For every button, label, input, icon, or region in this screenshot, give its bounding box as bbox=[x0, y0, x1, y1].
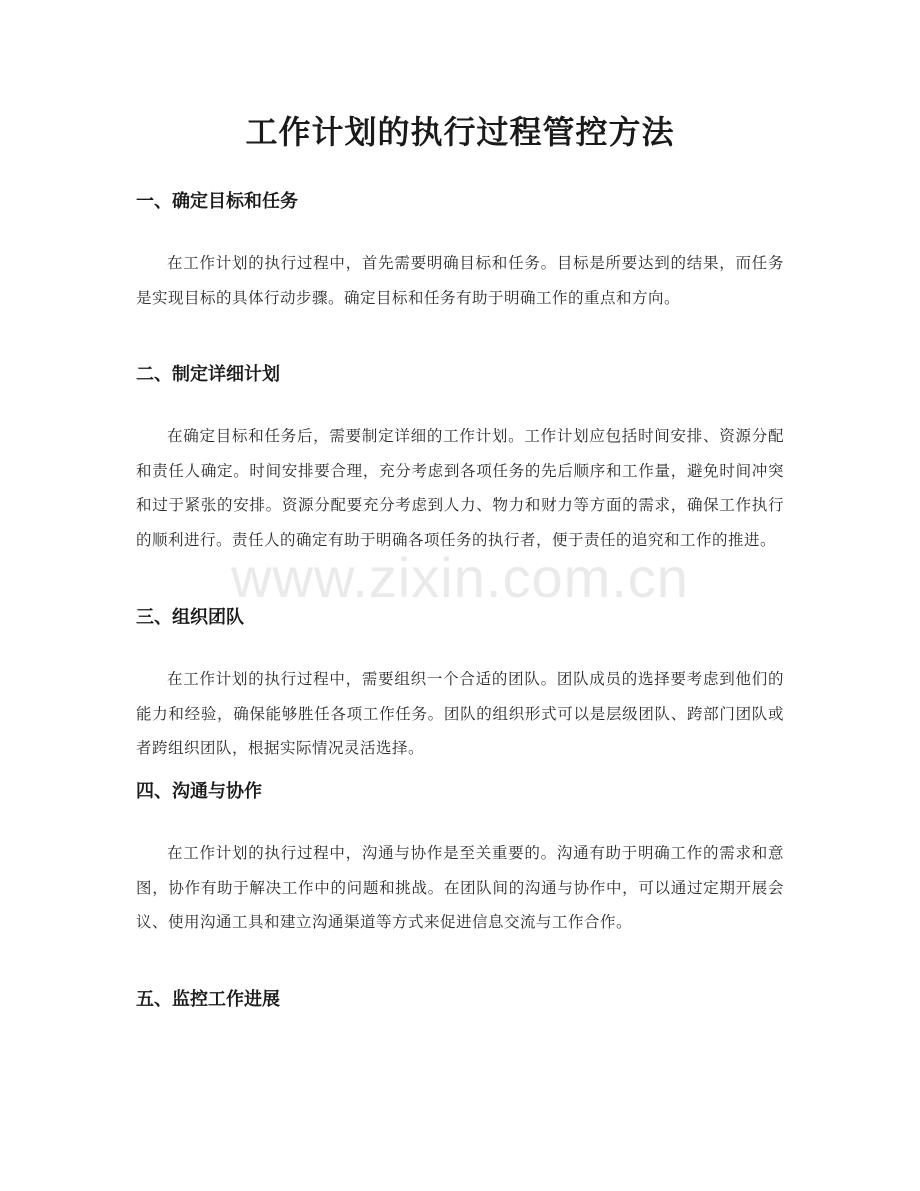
section-1 bbox=[136, 188, 784, 315]
section-heading: 三、组织团队 bbox=[136, 607, 244, 628]
section-4 bbox=[136, 778, 784, 940]
section-heading: 四、沟通与协作 bbox=[136, 781, 262, 802]
section-paragraph: 在工作计划的执行过程中，沟通与协作是至关重要的。沟通有助于明确工作的需求和意图，协作有助于解决工作中的问题和挑战。在团队间的沟通与协作中，可以通过定期开展会议、使用沟通工具和建立沟通渠道等方式来促进信息交流与工作合作。 bbox=[136, 844, 784, 931]
watermark: www.zixin.com.cn bbox=[231, 546, 689, 609]
section-paragraph: 在工作计划的执行过程中，首先需要明确目标和任务。目标是所要达到的结果，而任务是实现目标的具体行动步骤。确定目标和任务有助于明确工作的重点和方向。 bbox=[136, 254, 784, 307]
section-heading: 一、确定目标和任务 bbox=[136, 191, 298, 212]
section-paragraph: 在确定目标和任务后，需要制定详细的工作计划。工作计划应包括时间安排、资源分配和责任人确定。时间安排要合理，充分考虑到各项任务的先后顺序和工作量，避免时间冲突和过于紧张的安排。资源分配要充分考虑到人力、物力和财力等方面的需求，确保工作执行的顺利进行。责任人的确定有助于明确各项任务的执行者，便于责任的追究和工作的推进。 bbox=[136, 427, 784, 549]
section-3 bbox=[136, 604, 784, 766]
section-5 bbox=[136, 986, 784, 1014]
document-title: 工作计划的执行过程管控方法 bbox=[245, 113, 675, 151]
section-heading: 二、制定详细计划 bbox=[136, 364, 280, 385]
section-heading: 五、监控工作进展 bbox=[136, 989, 280, 1010]
section-2 bbox=[136, 361, 784, 557]
section-paragraph: 在工作计划的执行过程中，需要组织一个合适的团队。团队成员的选择要考虑到他们的能力和经验，确保能够胜任各项工作任务。团队的组织形式可以是层级团队、跨部门团队或者跨组织团队，根据实际情况灵活选择。 bbox=[136, 670, 784, 757]
